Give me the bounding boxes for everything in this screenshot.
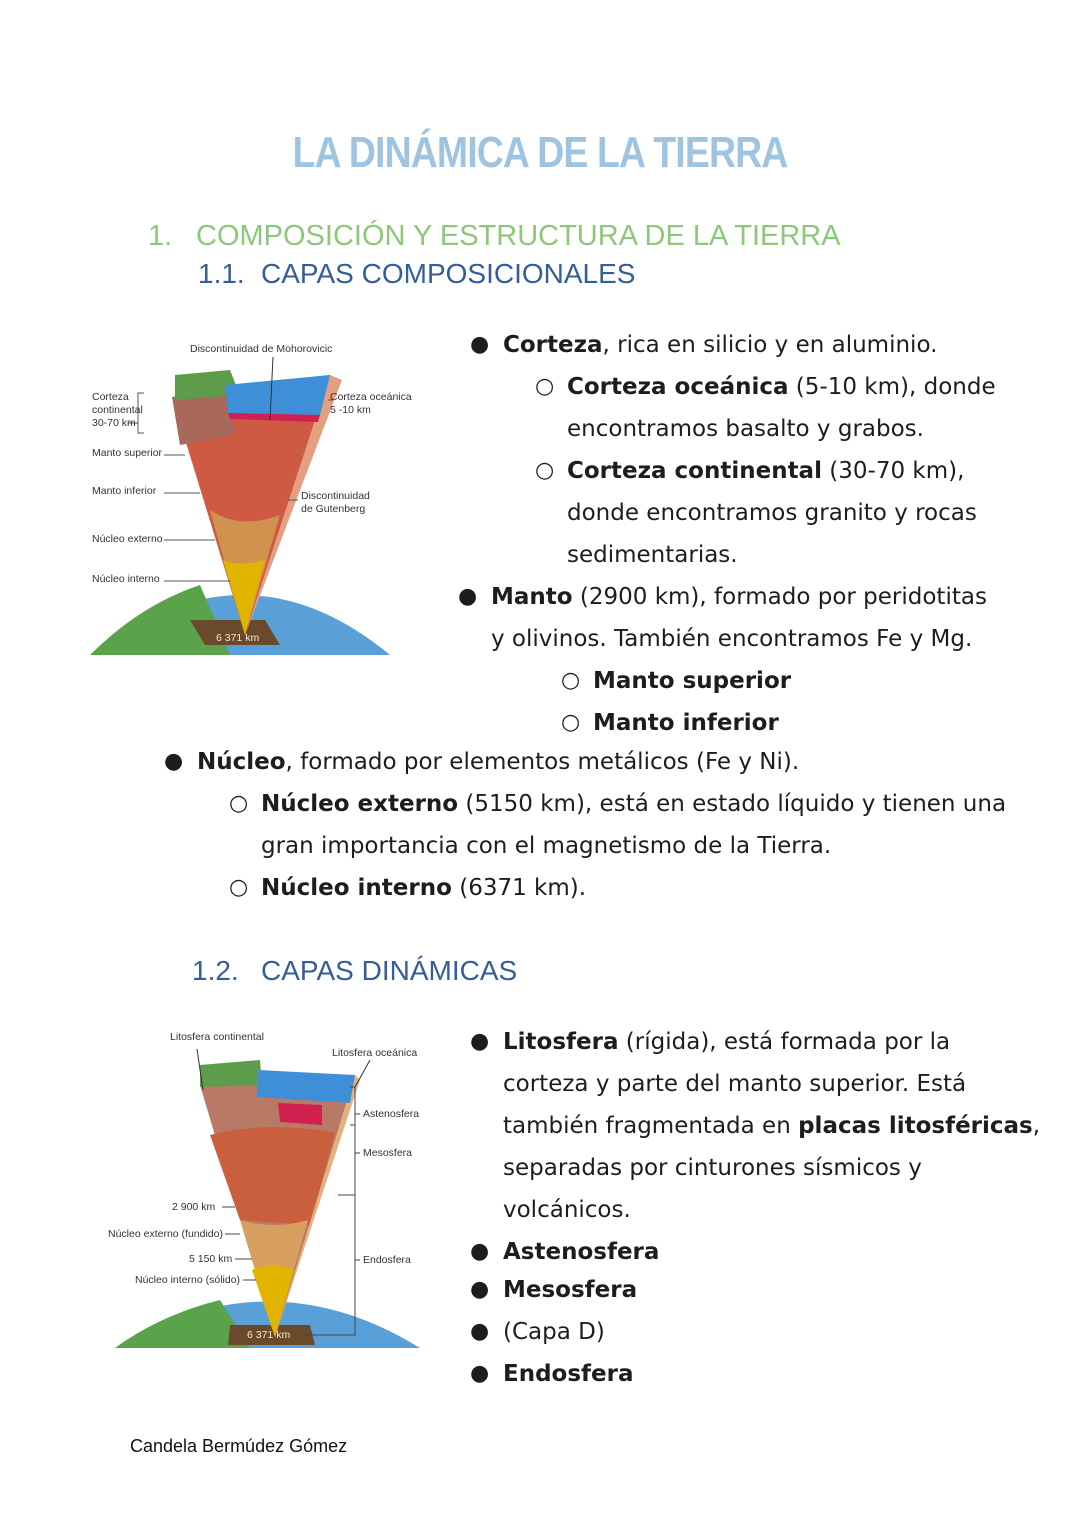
bullet-text: gran importancia con el magnetismo de la Tierra. xyxy=(261,833,832,859)
bullet-text: corteza y parte del manto superior. Está xyxy=(503,1071,967,1097)
bullet-text: (6371 km). xyxy=(451,875,587,901)
bullet-text: , rica en silicio y en aluminio. xyxy=(602,332,938,358)
label-nucleo-interno: Núcleo interno xyxy=(92,573,160,585)
bullet-text: sedimentarias. xyxy=(567,542,738,568)
label-mesosfera: Mesosfera xyxy=(363,1147,413,1159)
bullet-text: donde encontramos granito y rocas xyxy=(567,500,977,526)
bullet-manto-superior: ○ Manto superior xyxy=(561,668,792,694)
term-corteza-oceanica: Corteza oceánica xyxy=(567,374,789,400)
bullet-text: (5150 km), está en estado líquido y tienen una xyxy=(458,791,1007,817)
section-number: 1. xyxy=(148,220,173,252)
label-litosfera-continental: Litosfera continental xyxy=(170,1031,264,1043)
label-astenosfera: Astenosfera xyxy=(363,1108,420,1120)
bullet-text: (30-70 km), xyxy=(821,458,965,484)
term-corteza-continental: Corteza continental xyxy=(567,458,822,484)
section-heading: COMPOSICIÓN Y ESTRUCTURA DE LA TIERRA xyxy=(196,220,841,252)
label-2900km: 2 900 km xyxy=(172,1201,216,1213)
bullet-text: , formado por elementos metálicos (Fe y Ni). xyxy=(285,749,800,775)
term-placas-litosfericas: placas litosféricas xyxy=(798,1113,1033,1139)
term-mesosfera: Mesosfera xyxy=(503,1277,638,1303)
term-nucleo-interno: Núcleo interno xyxy=(261,875,452,901)
bullet-capa-d: ● (Capa D) xyxy=(470,1319,605,1345)
term-endosfera: Endosfera xyxy=(503,1361,634,1387)
term-nucleo-externo: Núcleo externo xyxy=(261,791,459,817)
bullet-litosfera: ● Litosfera (rígida), está formada por la xyxy=(470,1029,951,1055)
bullet-text: volcánicos. xyxy=(503,1197,631,1223)
bullet-corteza-oceanica: ○ Corteza oceánica (5-10 km), donde xyxy=(535,374,996,400)
bullet-text: (5-10 km), donde xyxy=(788,374,996,400)
label-oceanica-km: 5 -10 km xyxy=(330,404,371,416)
term-capa-d: (Capa D) xyxy=(503,1319,605,1345)
bullet-mesosfera: ● Mesosfera xyxy=(470,1277,638,1303)
term-litosfera: Litosfera xyxy=(503,1029,619,1055)
label-nucleo-externo: Núcleo externo (fundido) xyxy=(108,1228,223,1240)
bullet-nucleo-externo: ○ Núcleo externo (5150 km), está en estado líquido y tienen una xyxy=(229,791,1007,817)
label-nucleo-interno: Núcleo interno (sólido) xyxy=(135,1274,241,1286)
subsection-heading: CAPAS COMPOSICIONALES xyxy=(261,258,636,289)
term-manto-inferior: Manto inferior xyxy=(593,710,779,736)
label-radius: 6 371 km xyxy=(216,632,260,644)
bullet-nucleo: ● Núcleo, formado por elementos metálicos (Fe y Ni). xyxy=(164,749,800,775)
term-manto: Manto xyxy=(491,584,573,610)
bullet-text: y olivinos. También encontramos Fe y Mg. xyxy=(491,626,973,652)
label-manto-superior: Manto superior xyxy=(92,447,163,459)
label-gutenberg-2: de Gutenberg xyxy=(301,503,366,515)
text: también fragmentada en xyxy=(503,1113,799,1139)
label-continental: continental xyxy=(92,404,143,416)
label-corteza: Corteza xyxy=(92,391,129,403)
subsection-number: 1.2. xyxy=(192,955,239,986)
label-5150km: 5 150 km xyxy=(189,1253,233,1265)
bullet-manto-inferior: ○ Manto inferior xyxy=(561,710,779,736)
earth-layers-diagram-dynamic xyxy=(100,1025,430,1355)
bullet-manto: ● Manto (2900 km), formado por peridotitas xyxy=(458,584,987,610)
bullet-nucleo-interno: ○ Núcleo interno (6371 km). xyxy=(229,875,587,901)
subsection-heading: CAPAS DINÁMICAS xyxy=(261,955,518,986)
term-nucleo: Núcleo xyxy=(197,749,286,775)
page-title: LA DINÁMICA DE LA TIERRA xyxy=(292,128,788,177)
label-mohorovicic: Discontinuidad de Mohorovicic xyxy=(190,343,333,355)
bullet-endosfera: ● Endosfera xyxy=(470,1361,634,1387)
bullet-astenosfera: ● Astenosfera xyxy=(470,1239,660,1265)
footer-author: Candela Bermúdez Gómez xyxy=(130,1436,348,1456)
bullet-text: (rígida), está formada por la xyxy=(618,1029,951,1055)
bullet-text: encontramos basalto y grabos. xyxy=(567,416,924,442)
bullet-text xyxy=(503,1105,1040,1147)
term-corteza: Corteza xyxy=(503,332,603,358)
label-gutenberg-1: Discontinuidad xyxy=(301,490,370,502)
text: , xyxy=(1032,1113,1041,1139)
term-manto-superior: Manto superior xyxy=(593,668,792,694)
subsection-number: 1.1. xyxy=(198,258,245,289)
label-endosfera: Endosfera xyxy=(363,1254,411,1266)
earth-layers-diagram-composition xyxy=(80,335,420,660)
label-radius: 6 371 km xyxy=(247,1329,291,1341)
label-litosfera-oceanica: Litosfera oceánica xyxy=(332,1047,418,1059)
term-astenosfera: Astenosfera xyxy=(503,1239,660,1265)
bullet-text: (2900 km), formado por peridotitas xyxy=(572,584,987,610)
label-corteza-oceanica: Corteza oceánica xyxy=(330,391,412,403)
label-nucleo-externo: Núcleo externo xyxy=(92,533,163,545)
bullet-text: separadas por cinturones sísmicos y xyxy=(503,1155,922,1181)
bullet-corteza: ● Corteza, rica en silicio y en aluminio. xyxy=(470,332,938,358)
bullet-corteza-continental: ○ Corteza continental (30-70 km), xyxy=(535,458,965,484)
label-continental-km: 30-70 km xyxy=(92,417,136,429)
earth-cone-illustration xyxy=(100,1025,430,1355)
label-manto-inferior: Manto inferior xyxy=(92,485,157,497)
